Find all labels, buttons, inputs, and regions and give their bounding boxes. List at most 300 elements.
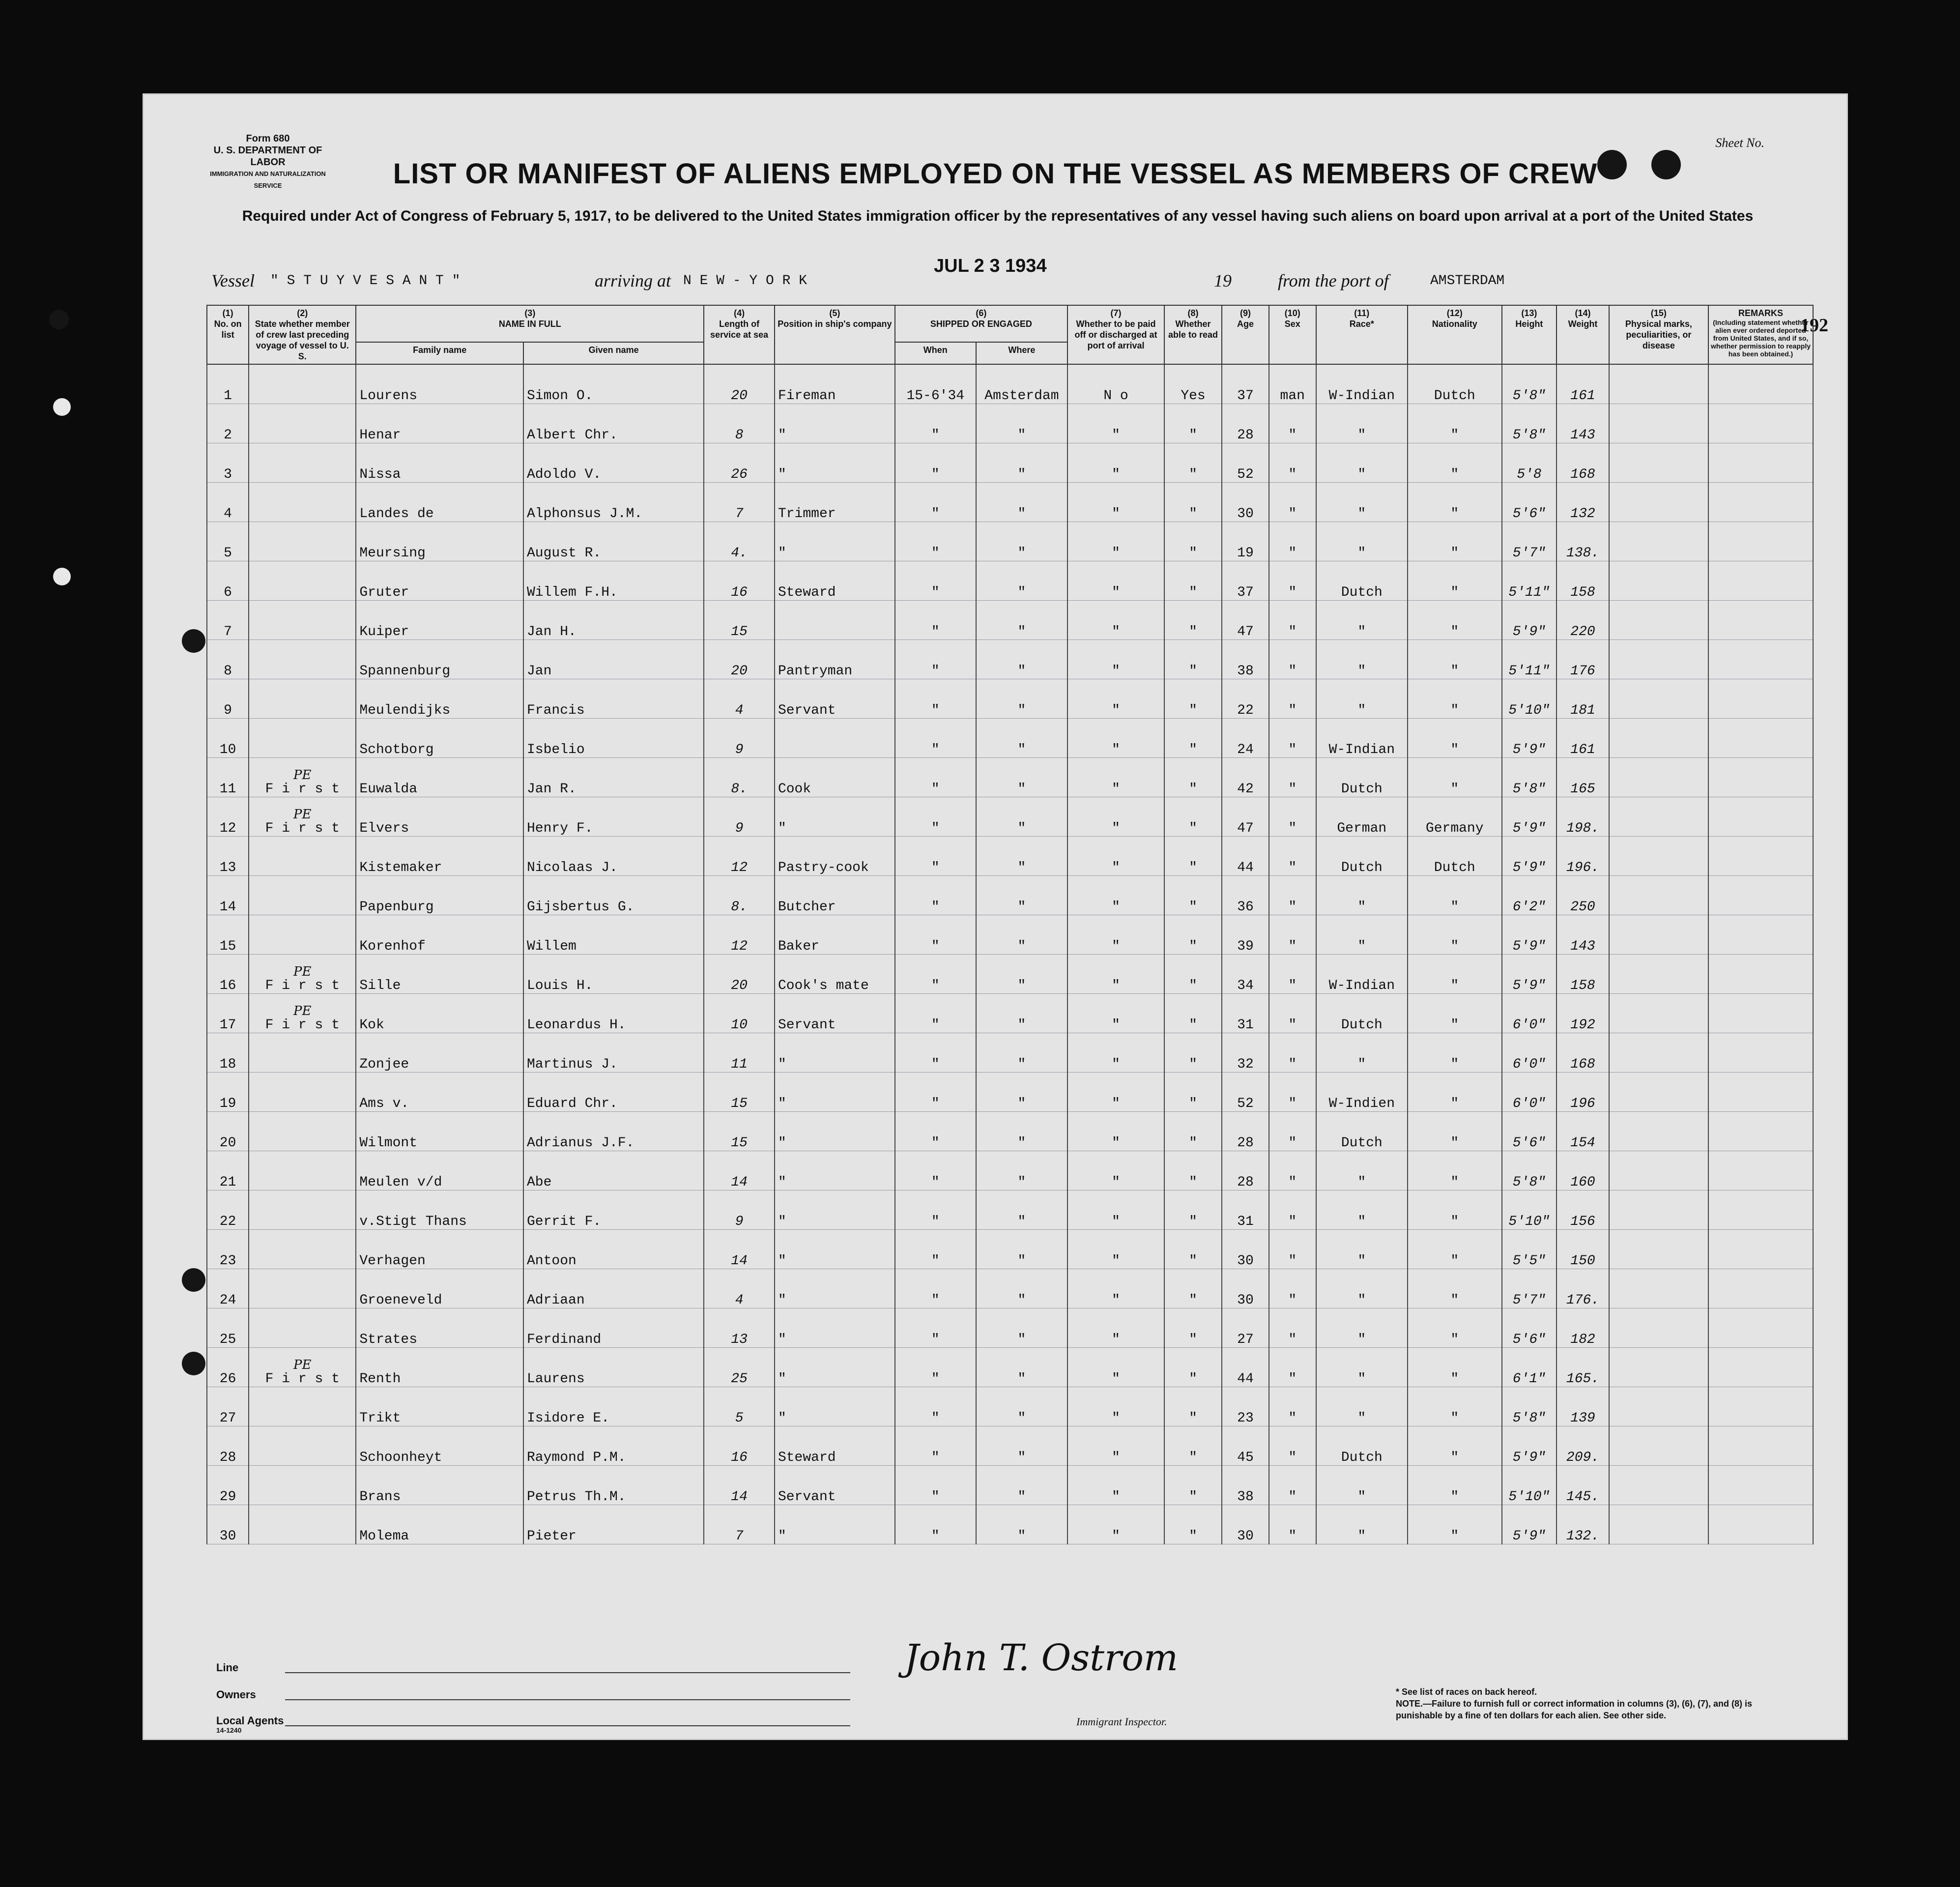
- race-cell: Dutch: [1316, 994, 1408, 1033]
- family-name-cell: Henar: [356, 404, 523, 443]
- shipped-when-cell: ": [895, 404, 976, 443]
- sex-cell: ": [1269, 601, 1316, 640]
- physical-marks-cell: [1609, 1505, 1708, 1544]
- able-to-read-cell: ": [1164, 561, 1222, 601]
- able-to-read-cell: ": [1164, 640, 1222, 679]
- shipped-where-cell: ": [976, 719, 1067, 758]
- able-to-read-cell: ": [1164, 443, 1222, 483]
- previous-voyage-cell: [249, 522, 356, 561]
- race-cell: ": [1316, 404, 1408, 443]
- table-row: [207, 404, 1813, 443]
- length-of-service-cell: 16: [704, 1426, 775, 1466]
- nationality-cell: ": [1408, 679, 1502, 719]
- position-cell: ": [775, 1230, 895, 1269]
- remarks-cell: [1708, 1426, 1813, 1466]
- race-cell: ": [1316, 1308, 1408, 1348]
- col-header-name: (3) NAME IN FULL: [356, 305, 704, 342]
- punch-hole: [53, 398, 71, 416]
- able-to-read-cell: ": [1164, 994, 1222, 1033]
- nationality-cell: ": [1408, 1190, 1502, 1230]
- shipped-when-cell: ": [895, 719, 976, 758]
- col-header-sex: (10) Sex: [1269, 305, 1316, 364]
- position-cell: Trimmer: [775, 483, 895, 522]
- owners-field: [285, 1699, 850, 1700]
- height-cell: 5'10": [1502, 1466, 1557, 1505]
- position-cell: Pantryman: [775, 640, 895, 679]
- length-of-service-cell: 26: [704, 443, 775, 483]
- given-name-cell: Louis H.: [523, 955, 704, 994]
- sex-cell: ": [1269, 679, 1316, 719]
- able-to-read-cell: ": [1164, 1308, 1222, 1348]
- given-name-cell: Adrianus J.F.: [523, 1112, 704, 1151]
- shipped-when-cell: ": [895, 1269, 976, 1308]
- row-number-cell: 28: [207, 1426, 249, 1466]
- age-cell: 52: [1222, 1073, 1269, 1112]
- previous-voyage-cell: [249, 364, 356, 404]
- weight-cell: 154: [1556, 1112, 1609, 1151]
- position-cell: ": [775, 1308, 895, 1348]
- pe-annotation: PE: [293, 807, 312, 822]
- paid-off-cell: ": [1067, 1112, 1164, 1151]
- document-title: LIST OR MANIFEST OF ALIENS EMPLOYED ON THE VESSEL AS MEMBERS OF CREW: [393, 158, 1598, 190]
- paid-off-cell: ": [1067, 679, 1164, 719]
- table-row: [207, 1190, 1813, 1230]
- table-row: [207, 1308, 1813, 1348]
- paid-off-cell: ": [1067, 1348, 1164, 1387]
- form-number: Form 680: [246, 133, 290, 144]
- shipped-where-cell: ": [976, 1308, 1067, 1348]
- family-name-cell: Trikt: [356, 1387, 523, 1426]
- race-cell: W-Indien: [1316, 1073, 1408, 1112]
- table-row: [207, 679, 1813, 719]
- length-of-service-cell: 14: [704, 1230, 775, 1269]
- height-cell: 5'9": [1502, 955, 1557, 994]
- length-of-service-cell: 8.: [704, 876, 775, 915]
- table-row: [207, 1426, 1813, 1466]
- previous-voyage-cell: [249, 1426, 356, 1466]
- position-cell: ": [775, 797, 895, 837]
- previous-voyage-cell: [249, 561, 356, 601]
- shipped-where-cell: ": [976, 1230, 1067, 1269]
- physical-marks-cell: [1609, 522, 1708, 561]
- remarks-cell: [1708, 1151, 1813, 1190]
- given-name-cell: Isbelio: [523, 719, 704, 758]
- family-name-cell: Kok: [356, 994, 523, 1033]
- given-name-cell: Alphonsus J.M.: [523, 483, 704, 522]
- physical-marks-cell: [1609, 640, 1708, 679]
- previous-voyage-cell: [249, 1269, 356, 1308]
- family-name-cell: Schoonheyt: [356, 1426, 523, 1466]
- able-to-read-cell: Yes: [1164, 364, 1222, 404]
- nationality-cell: ": [1408, 1269, 1502, 1308]
- sex-cell: ": [1269, 640, 1316, 679]
- sex-cell: ": [1269, 404, 1316, 443]
- row-number-cell: 12: [207, 797, 249, 837]
- age-cell: 47: [1222, 797, 1269, 837]
- age-cell: 44: [1222, 1348, 1269, 1387]
- row-number-cell: 17: [207, 994, 249, 1033]
- length-of-service-cell: 20: [704, 640, 775, 679]
- age-cell: 37: [1222, 561, 1269, 601]
- table-row: [207, 1269, 1813, 1308]
- height-cell: 5'8": [1502, 758, 1557, 797]
- race-cell: ": [1316, 1505, 1408, 1544]
- departure-port: AMSTERDAM: [1430, 273, 1505, 289]
- age-cell: 31: [1222, 1190, 1269, 1230]
- sex-cell: ": [1269, 837, 1316, 876]
- previous-voyage-text: F i r s t: [265, 978, 340, 993]
- previous-voyage-cell: [249, 1308, 356, 1348]
- able-to-read-cell: ": [1164, 483, 1222, 522]
- position-cell: ": [775, 1387, 895, 1426]
- length-of-service-cell: 12: [704, 915, 775, 955]
- shipped-where-cell: ": [976, 561, 1067, 601]
- sex-cell: ": [1269, 1387, 1316, 1426]
- row-number-cell: 4: [207, 483, 249, 522]
- able-to-read-cell: ": [1164, 522, 1222, 561]
- given-name-cell: August R.: [523, 522, 704, 561]
- age-cell: 30: [1222, 1269, 1269, 1308]
- row-number-cell: 29: [207, 1466, 249, 1505]
- family-name-cell: Spannenburg: [356, 640, 523, 679]
- row-number-cell: 23: [207, 1230, 249, 1269]
- nationality-cell: ": [1408, 1112, 1502, 1151]
- shipped-where-cell: ": [976, 955, 1067, 994]
- race-cell: Dutch: [1316, 1426, 1408, 1466]
- table-row: [207, 1073, 1813, 1112]
- given-name-cell: Martinus J.: [523, 1033, 704, 1073]
- remarks-cell: [1708, 719, 1813, 758]
- row-number-cell: 18: [207, 1033, 249, 1073]
- age-cell: 27: [1222, 1308, 1269, 1348]
- col-header-shipped: (6) SHIPPED OR ENGAGED: [895, 305, 1067, 342]
- remarks-cell: [1708, 640, 1813, 679]
- col-header-when: When: [895, 342, 976, 364]
- sex-cell: ": [1269, 915, 1316, 955]
- weight-cell: 192: [1556, 994, 1609, 1033]
- paid-off-cell: ": [1067, 1308, 1164, 1348]
- previous-voyage-cell: [249, 1230, 356, 1269]
- sex-cell: ": [1269, 1190, 1316, 1230]
- table-row: [207, 561, 1813, 601]
- arriving-label: arriving at: [595, 271, 671, 290]
- position-cell: Servant: [775, 679, 895, 719]
- nationality-cell: Dutch: [1408, 837, 1502, 876]
- height-cell: 6'0": [1502, 1033, 1557, 1073]
- height-cell: 5'9": [1502, 915, 1557, 955]
- shipped-when-cell: ": [895, 1033, 976, 1073]
- shipped-where-cell: ": [976, 1112, 1067, 1151]
- race-cell: W-Indian: [1316, 955, 1408, 994]
- sex-cell: ": [1269, 1112, 1316, 1151]
- previous-voyage-cell: [249, 719, 356, 758]
- able-to-read-cell: ": [1164, 679, 1222, 719]
- table-row: [207, 1387, 1813, 1426]
- nationality-cell: ": [1408, 1073, 1502, 1112]
- binder-hole: [182, 1268, 205, 1292]
- paid-off-cell: ": [1067, 915, 1164, 955]
- sex-cell: ": [1269, 758, 1316, 797]
- table-row: [207, 522, 1813, 561]
- previous-voyage-cell: [249, 876, 356, 915]
- age-cell: 52: [1222, 443, 1269, 483]
- weight-cell: 165: [1556, 758, 1609, 797]
- from-port-label: from the port of: [1278, 271, 1389, 290]
- weight-cell: 161: [1556, 364, 1609, 404]
- previous-voyage-cell: [249, 1387, 356, 1426]
- age-cell: 32: [1222, 1033, 1269, 1073]
- physical-marks-cell: [1609, 719, 1708, 758]
- table-row: [207, 443, 1813, 483]
- race-cell: ": [1316, 1348, 1408, 1387]
- shipped-when-cell: ": [895, 1308, 976, 1348]
- document-subtitle: Required under Act of Congress of February 5, 1917, to be delivered to the United States immigration officer by the representatives of any vessel having such aliens on board upon arrival at a port of the United States: [242, 208, 1754, 224]
- previous-voyage-text: F i r s t: [265, 782, 340, 797]
- nationality-cell: ": [1408, 1348, 1502, 1387]
- sex-cell: ": [1269, 719, 1316, 758]
- row-number-cell: 26: [207, 1348, 249, 1387]
- age-cell: 42: [1222, 758, 1269, 797]
- family-name-cell: Elvers: [356, 797, 523, 837]
- header-row: [207, 305, 1813, 342]
- height-cell: 5'9": [1502, 837, 1557, 876]
- sex-cell: ": [1269, 1073, 1316, 1112]
- remarks-cell: [1708, 758, 1813, 797]
- family-name-cell: Meursing: [356, 522, 523, 561]
- length-of-service-cell: 9: [704, 719, 775, 758]
- shipped-when-cell: ": [895, 1348, 976, 1387]
- row-number-cell: 13: [207, 837, 249, 876]
- sex-cell: ": [1269, 1269, 1316, 1308]
- length-of-service-cell: 5: [704, 1387, 775, 1426]
- remarks-cell: [1708, 1466, 1813, 1505]
- given-name-cell: Eduard Chr.: [523, 1073, 704, 1112]
- height-cell: 6'0": [1502, 1073, 1557, 1112]
- col-header-paid-off: (7) Whether to be paid off or discharged at port of arrival: [1067, 305, 1164, 364]
- weight-cell: 250: [1556, 876, 1609, 915]
- weight-cell: 143: [1556, 404, 1609, 443]
- weight-cell: 181: [1556, 679, 1609, 719]
- height-cell: 5'9": [1502, 719, 1557, 758]
- sex-cell: ": [1269, 522, 1316, 561]
- sex-cell: ": [1269, 483, 1316, 522]
- table-row: [207, 758, 1813, 797]
- paid-off-cell: ": [1067, 758, 1164, 797]
- given-name-cell: Francis: [523, 679, 704, 719]
- able-to-read-cell: ": [1164, 797, 1222, 837]
- family-name-cell: Meulendijks: [356, 679, 523, 719]
- paid-off-cell: ": [1067, 1466, 1164, 1505]
- weight-cell: 176.: [1556, 1269, 1609, 1308]
- physical-marks-cell: [1609, 797, 1708, 837]
- weight-cell: 158: [1556, 561, 1609, 601]
- family-name-cell: Landes de: [356, 483, 523, 522]
- shipped-where-cell: ": [976, 1387, 1067, 1426]
- physical-marks-cell: [1609, 1112, 1708, 1151]
- row-number-cell: 1: [207, 364, 249, 404]
- nationality-cell: ": [1408, 601, 1502, 640]
- shipped-where-cell: ": [976, 1073, 1067, 1112]
- penalty-note: NOTE.—Failure to furnish full or correct information in columns (3), (6), (7), and (8) is punishable by a fine of ten dollars for each alien. See other side.: [1396, 1699, 1753, 1720]
- able-to-read-cell: ": [1164, 1151, 1222, 1190]
- height-cell: 6'1": [1502, 1348, 1557, 1387]
- physical-marks-cell: [1609, 1308, 1708, 1348]
- able-to-read-cell: ": [1164, 1348, 1222, 1387]
- service-name: IMMIGRATION AND NATURALIZATION SERVICE: [210, 170, 326, 189]
- length-of-service-cell: 9: [704, 1190, 775, 1230]
- paid-off-cell: ": [1067, 443, 1164, 483]
- given-name-cell: Leonardus H.: [523, 994, 704, 1033]
- punch-hole: [49, 310, 69, 329]
- shipped-where-cell: ": [976, 1426, 1067, 1466]
- given-name-cell: Ferdinand: [523, 1308, 704, 1348]
- pe-annotation: PE: [293, 1004, 312, 1018]
- given-name-cell: Willem F.H.: [523, 561, 704, 601]
- previous-voyage-text: F i r s t: [265, 1371, 340, 1387]
- row-number-cell: 24: [207, 1269, 249, 1308]
- table-row: [207, 1505, 1813, 1544]
- table-row: [207, 1230, 1813, 1269]
- family-name-cell: Wilmont: [356, 1112, 523, 1151]
- given-name-cell: Abe: [523, 1151, 704, 1190]
- shipped-when-cell: ": [895, 1151, 976, 1190]
- family-name-cell: Groeneveld: [356, 1269, 523, 1308]
- sex-cell: ": [1269, 1505, 1316, 1544]
- able-to-read-cell: ": [1164, 601, 1222, 640]
- height-cell: 5'9": [1502, 601, 1557, 640]
- position-cell: Servant: [775, 994, 895, 1033]
- inspector-label: Immigrant Inspector.: [1076, 1715, 1167, 1728]
- age-cell: 36: [1222, 876, 1269, 915]
- shipped-when-cell: ": [895, 1230, 976, 1269]
- physical-marks-cell: [1609, 915, 1708, 955]
- paid-off-cell: ": [1067, 404, 1164, 443]
- length-of-service-cell: 11: [704, 1033, 775, 1073]
- height-cell: 5'9": [1502, 1505, 1557, 1544]
- weight-cell: 168: [1556, 1033, 1609, 1073]
- height-cell: 6'2": [1502, 876, 1557, 915]
- weight-cell: 161: [1556, 719, 1609, 758]
- height-cell: 5'7": [1502, 1269, 1557, 1308]
- row-number-cell: 25: [207, 1308, 249, 1348]
- weight-cell: 168: [1556, 443, 1609, 483]
- col-header-position: (5) Position in ship's company: [775, 305, 895, 364]
- length-of-service-cell: 10: [704, 994, 775, 1033]
- shipped-where-cell: ": [976, 679, 1067, 719]
- given-name-cell: Adriaan: [523, 1269, 704, 1308]
- race-cell: ": [1316, 522, 1408, 561]
- shipped-where-cell: ": [976, 915, 1067, 955]
- shipped-where-cell: Amsterdam: [976, 364, 1067, 404]
- remarks-cell: [1708, 1073, 1813, 1112]
- shipped-where-cell: ": [976, 404, 1067, 443]
- manifest-sheet: [143, 93, 1848, 1740]
- able-to-read-cell: ": [1164, 837, 1222, 876]
- col-header-where: Where: [976, 342, 1067, 364]
- race-cell: W-Indian: [1316, 719, 1408, 758]
- race-cell: ": [1316, 1151, 1408, 1190]
- remarks-cell: [1708, 1308, 1813, 1348]
- previous-voyage-cell: [249, 1112, 356, 1151]
- able-to-read-cell: ": [1164, 1426, 1222, 1466]
- position-cell: ": [775, 1505, 895, 1544]
- shipped-where-cell: ": [976, 797, 1067, 837]
- table-row: [207, 1112, 1813, 1151]
- row-number-cell: 10: [207, 719, 249, 758]
- paid-off-cell: ": [1067, 522, 1164, 561]
- shipped-when-cell: ": [895, 837, 976, 876]
- physical-marks-cell: [1609, 1269, 1708, 1308]
- shipped-where-cell: ": [976, 994, 1067, 1033]
- paid-off-cell: ": [1067, 955, 1164, 994]
- previous-voyage-cell: [249, 1190, 356, 1230]
- line-field: [285, 1672, 850, 1673]
- shipped-when-cell: ": [895, 679, 976, 719]
- shipped-where-cell: ": [976, 443, 1067, 483]
- nationality-cell: ": [1408, 561, 1502, 601]
- age-cell: 47: [1222, 601, 1269, 640]
- age-cell: 19: [1222, 522, 1269, 561]
- height-cell: 5'6": [1502, 1112, 1557, 1151]
- able-to-read-cell: ": [1164, 876, 1222, 915]
- paid-off-cell: ": [1067, 1033, 1164, 1073]
- height-cell: 5'7": [1502, 522, 1557, 561]
- able-to-read-cell: ": [1164, 1505, 1222, 1544]
- remarks-cell: [1708, 443, 1813, 483]
- physical-marks-cell: [1609, 561, 1708, 601]
- previous-voyage-cell: [249, 404, 356, 443]
- row-number-cell: 2: [207, 404, 249, 443]
- physical-marks-cell: [1609, 994, 1708, 1033]
- previous-voyage-cell: [249, 797, 356, 837]
- arrival-port: N E W - Y O R K: [683, 273, 807, 289]
- sheet-number-label: Sheet No.: [1715, 136, 1764, 150]
- given-name-cell: Albert Chr.: [523, 404, 704, 443]
- height-cell: 5'9": [1502, 1426, 1557, 1466]
- pe-annotation: PE: [293, 1358, 312, 1372]
- sex-cell: ": [1269, 561, 1316, 601]
- height-cell: 5'11": [1502, 561, 1557, 601]
- row-number-cell: 6: [207, 561, 249, 601]
- able-to-read-cell: ": [1164, 1269, 1222, 1308]
- remarks-cell: [1708, 483, 1813, 522]
- length-of-service-cell: 4: [704, 679, 775, 719]
- paid-off-cell: N o: [1067, 364, 1164, 404]
- paid-off-cell: ": [1067, 837, 1164, 876]
- physical-marks-cell: [1609, 364, 1708, 404]
- family-name-cell: Lourens: [356, 364, 523, 404]
- row-number-cell: 16: [207, 955, 249, 994]
- paid-off-cell: ": [1067, 876, 1164, 915]
- row-number-cell: 7: [207, 601, 249, 640]
- length-of-service-cell: 12: [704, 837, 775, 876]
- row-number-cell: 22: [207, 1190, 249, 1230]
- position-cell: Steward: [775, 561, 895, 601]
- given-name-cell: Jan: [523, 640, 704, 679]
- remarks-cell: [1708, 1269, 1813, 1308]
- row-number-cell: 14: [207, 876, 249, 915]
- sex-cell: ": [1269, 1426, 1316, 1466]
- vessel-line: [211, 256, 1784, 295]
- given-name-cell: Gerrit F.: [523, 1190, 704, 1230]
- remarks-cell: [1708, 876, 1813, 915]
- col-header-nationality: (12) Nationality: [1408, 305, 1502, 364]
- shipped-when-cell: ": [895, 915, 976, 955]
- length-of-service-cell: 15: [704, 1112, 775, 1151]
- shipped-when-cell: ": [895, 1466, 976, 1505]
- given-name-cell: Isidore E.: [523, 1387, 704, 1426]
- length-of-service-cell: 8.: [704, 758, 775, 797]
